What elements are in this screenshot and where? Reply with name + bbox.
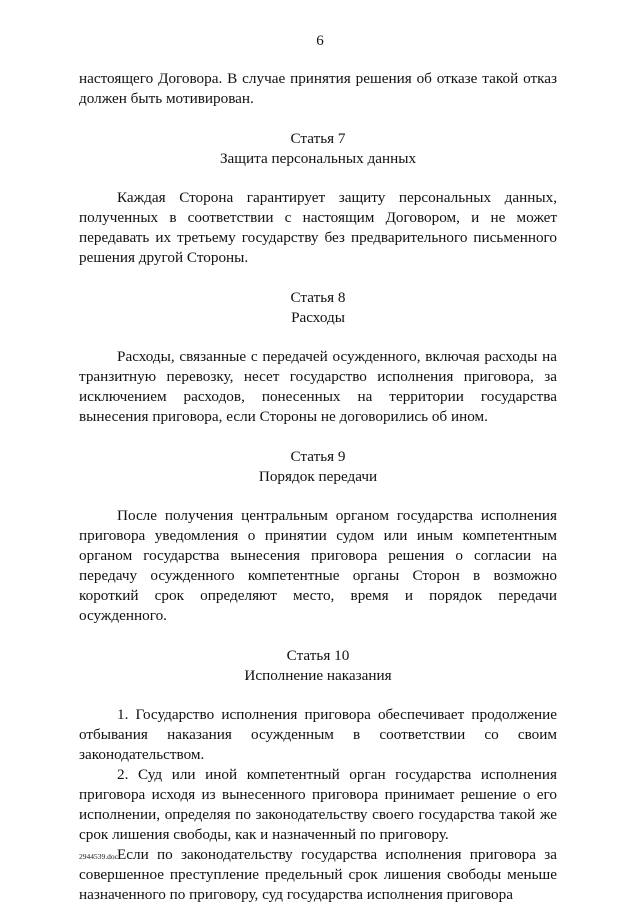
article-title: Порядок передачи (258, 468, 378, 485)
article-paragraph: После получения центральным органом государства исполнения приговора уведомления о принятии судом или иным компетентным органом государства вынесения приговора решения о согласии на передачу осужденного компетентные органы Сторон в возможно короткий срок определяют место, время и порядок передачи осужденного. (79, 507, 557, 624)
article-paragraph: Каждая Сторона гарантирует защиту персональных данных, полученных в соответствии с настоящим Договором, и не может передавать их третьему государству без предварительного письменного решения другой Стороны. (79, 189, 557, 266)
article-paragraph: 2. Суд или иной компетентный орган государства исполнения приговора исходя из вынесенного приговора принимает решение о его исполнении, определяя по законодательству своего государства такой же срок лишения свободы, как и назначенный по приговору. (79, 766, 557, 843)
intro-paragraph: настоящего Договора. В случае принятия решения об отказе такой отказ должен быть мотивирован. (79, 70, 557, 107)
article-number: Статья 7 (290, 130, 346, 147)
article-number: Статья 9 (290, 448, 346, 465)
article-9-heading (79, 447, 557, 487)
article-7-heading (79, 129, 557, 169)
article-number: Статья 10 (286, 647, 350, 664)
document-body (79, 69, 557, 905)
article-8-heading (79, 288, 557, 328)
article-10-heading (79, 646, 557, 686)
article-title: Исполнение наказания (244, 667, 392, 684)
article-paragraph: Если по законодательству государства исполнения приговора за совершенное преступление предельный срок лишения свободы меньше назначенного по приговору, суд государства исполнения приговора (79, 846, 557, 903)
article-paragraph: Расходы, связанные с передачей осужденного, включая расходы на транзитную перевозку, несет государство исполнения приговора, за исключением расходов, понесенных на территории государства вынесения приговора, если Стороны не договорились об ином. (79, 348, 557, 425)
article-title: Защита персональных данных (219, 150, 417, 167)
file-name-footer: 2944539.doc (79, 852, 118, 861)
article-title: Расходы (291, 309, 345, 326)
article-number: Статья 8 (290, 289, 346, 306)
page-number: 6 (316, 33, 324, 49)
article-paragraph: 1. Государство исполнения приговора обеспечивает продолжение отбывания наказания осужденным в соответствии со своим законодательством. (79, 706, 557, 763)
